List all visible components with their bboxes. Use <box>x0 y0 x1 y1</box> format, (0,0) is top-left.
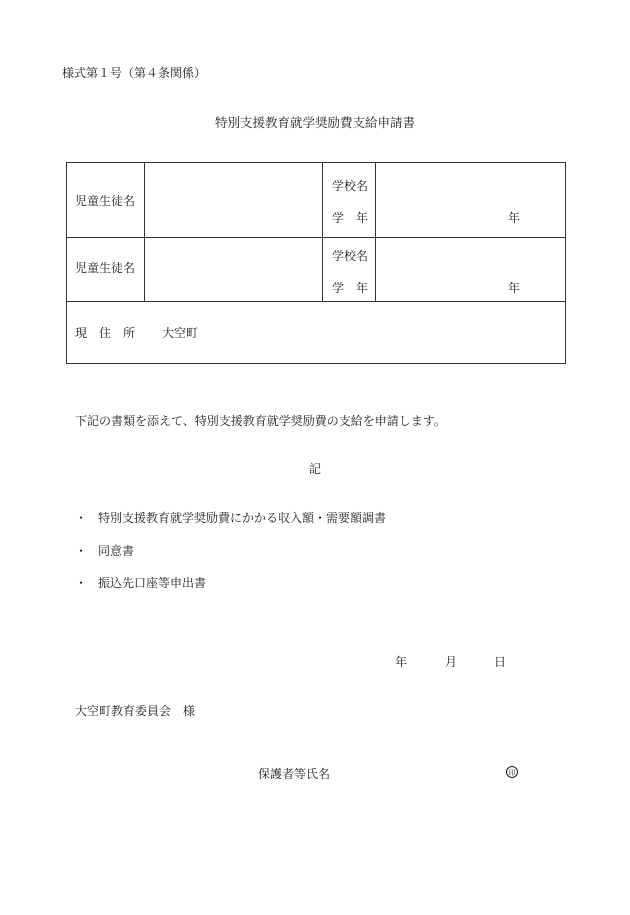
table-row-divider-2 <box>66 301 566 302</box>
bullet-marker: ・ <box>75 544 88 558</box>
table-col-divider-3 <box>375 162 376 301</box>
table-col-divider-2 <box>322 162 323 301</box>
application-statement: 下記の書類を添えて、特別支援教育就学奨励費の支給を申請します。 <box>75 414 446 428</box>
document-item-income-report: 特別支援教育就学奨励費にかかる収入額・需要額調書 <box>98 511 387 525</box>
date-day-label: 日 <box>494 655 507 669</box>
document-item-bank-account-form: 振込先口座等申出書 <box>98 576 207 590</box>
date-month-label: 月 <box>445 655 458 669</box>
address-value: 大空町 <box>162 326 199 340</box>
grade-label: 学 年 <box>332 281 369 295</box>
seal-icon: 印 <box>506 766 518 778</box>
grade-unit: 年 <box>508 211 521 225</box>
school-name-label: 学校名 <box>332 249 369 263</box>
table-border-left <box>66 162 67 364</box>
address-label: 現 住 所 <box>75 326 136 340</box>
ki-heading: 記 <box>308 462 321 476</box>
table-border-bottom <box>66 363 566 364</box>
document-item-consent-form: 同意書 <box>98 544 135 558</box>
grade-label: 学 年 <box>332 211 369 225</box>
school-name-label: 学校名 <box>332 179 369 193</box>
document-title: 特別支援教育就学奨励費支給申請書 <box>214 115 415 130</box>
addressee: 大空町教育委員会 様 <box>75 704 196 718</box>
bullet-marker: ・ <box>75 576 88 590</box>
form-number: 様式第１号（第４条関係） <box>62 66 207 80</box>
table-row-divider-1 <box>66 237 566 238</box>
table-border-top <box>66 162 566 163</box>
date-year-label: 年 <box>395 655 408 669</box>
student-name-label: 児童生徒名 <box>75 261 136 275</box>
student-name-label: 児童生徒名 <box>75 194 136 208</box>
grade-unit: 年 <box>508 281 521 295</box>
application-table <box>66 162 566 364</box>
bullet-marker: ・ <box>75 511 88 525</box>
guardian-name-label: 保護者等氏名 <box>258 767 331 781</box>
table-border-right <box>565 162 566 364</box>
table-col-divider-1 <box>144 162 145 301</box>
